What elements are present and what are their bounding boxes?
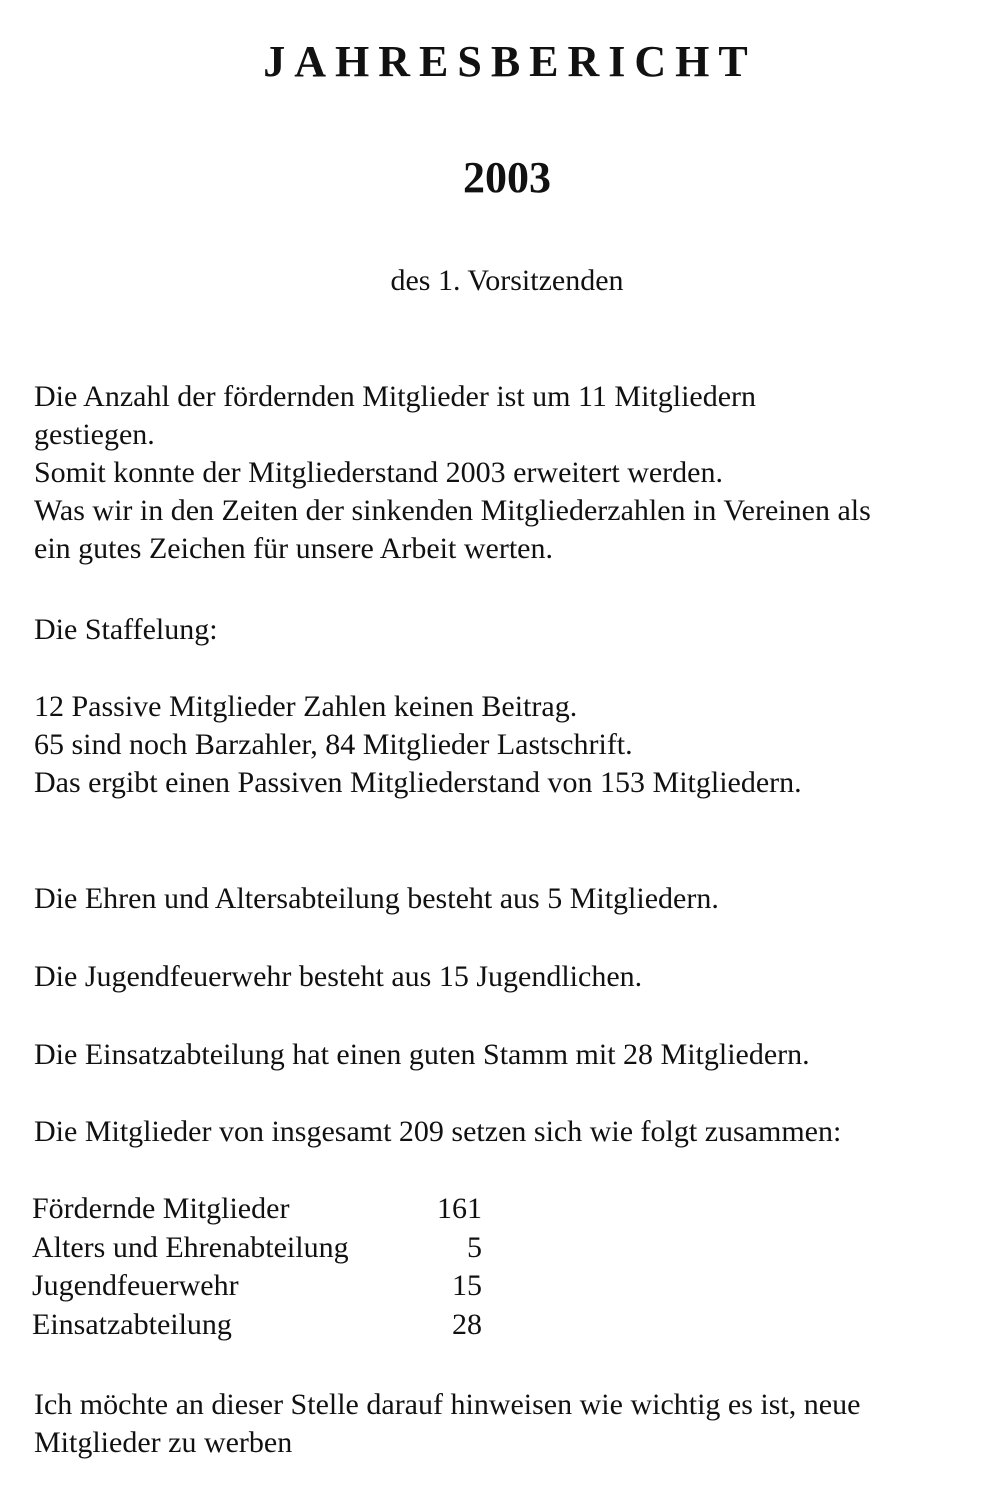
row-label: Fördernde Mitglieder bbox=[32, 1192, 290, 1225]
text-line: 65 sind noch Barzahler, 84 Mitglieder Lastschrift. bbox=[34, 728, 633, 761]
text-line: Die Anzahl der fördernden Mitglieder ist um 11 Mitgliedern bbox=[34, 380, 757, 413]
paragraph-jugendfeuerwehr bbox=[34, 958, 974, 996]
text-line: Die Ehren und Altersabteilung besteht aus 5 Mitgliedern. bbox=[34, 882, 719, 915]
table-row bbox=[32, 1190, 482, 1229]
paragraph-einsatzabteilung bbox=[34, 1036, 974, 1074]
text-line: 12 Passive Mitglieder Zahlen keinen Beitrag. bbox=[34, 690, 578, 723]
member-summary-table bbox=[32, 1190, 482, 1344]
text-line: Die Jugendfeuerwehr besteht aus 15 Jugendlichen. bbox=[34, 960, 643, 993]
row-label: Einsatzabteilung bbox=[32, 1307, 232, 1341]
paragraph-closing bbox=[34, 1386, 974, 1462]
text-line: Die Mitglieder von insgesamt 209 setzen sich wie folgt zusammen: bbox=[34, 1115, 842, 1148]
table-row bbox=[32, 1229, 482, 1268]
staffelung-heading bbox=[34, 611, 974, 649]
paragraph-summary-intro bbox=[34, 1113, 974, 1151]
paragraph-members-growth bbox=[34, 378, 974, 568]
text-line: Was wir in den Zeiten der sinkenden Mitgliederzahlen in Vereinen als bbox=[34, 494, 871, 527]
text-line: Die Staffelung: bbox=[34, 613, 218, 646]
report-year: 2003 bbox=[463, 153, 551, 202]
row-value: 15 bbox=[452, 1269, 482, 1302]
text-line: Mitglieder zu werben bbox=[34, 1426, 293, 1459]
text-line: Das ergibt einen Passiven Mitgliederstand von 153 Mitgliedern. bbox=[34, 766, 802, 799]
document-title: JAHRESBERICHT bbox=[263, 37, 757, 86]
table-row bbox=[32, 1267, 482, 1306]
row-value: 28 bbox=[452, 1307, 482, 1341]
row-value: 5 bbox=[467, 1230, 482, 1264]
text-line: Ich möchte an dieser Stelle darauf hinweisen wie wichtig es ist, neue bbox=[34, 1388, 861, 1421]
text-line: Die Einsatzabteilung hat einen guten Stamm mit 28 Mitgliedern. bbox=[34, 1038, 810, 1071]
row-label: Alters und Ehrenabteilung bbox=[32, 1230, 349, 1264]
paragraph-ehrenabteilung bbox=[34, 880, 974, 918]
document-subtitle: des 1. Vorsitzenden bbox=[390, 264, 624, 297]
table-row bbox=[32, 1306, 482, 1345]
row-value: 161 bbox=[437, 1192, 482, 1225]
paragraph-staffelung bbox=[34, 688, 974, 802]
text-line: Somit konnte der Mitgliederstand 2003 erweitert werden. bbox=[34, 456, 723, 489]
text-line: ein gutes Zeichen für unsere Arbeit werten. bbox=[34, 532, 553, 565]
row-label: Jugendfeuerwehr bbox=[32, 1269, 239, 1302]
text-line: gestiegen. bbox=[34, 418, 155, 451]
